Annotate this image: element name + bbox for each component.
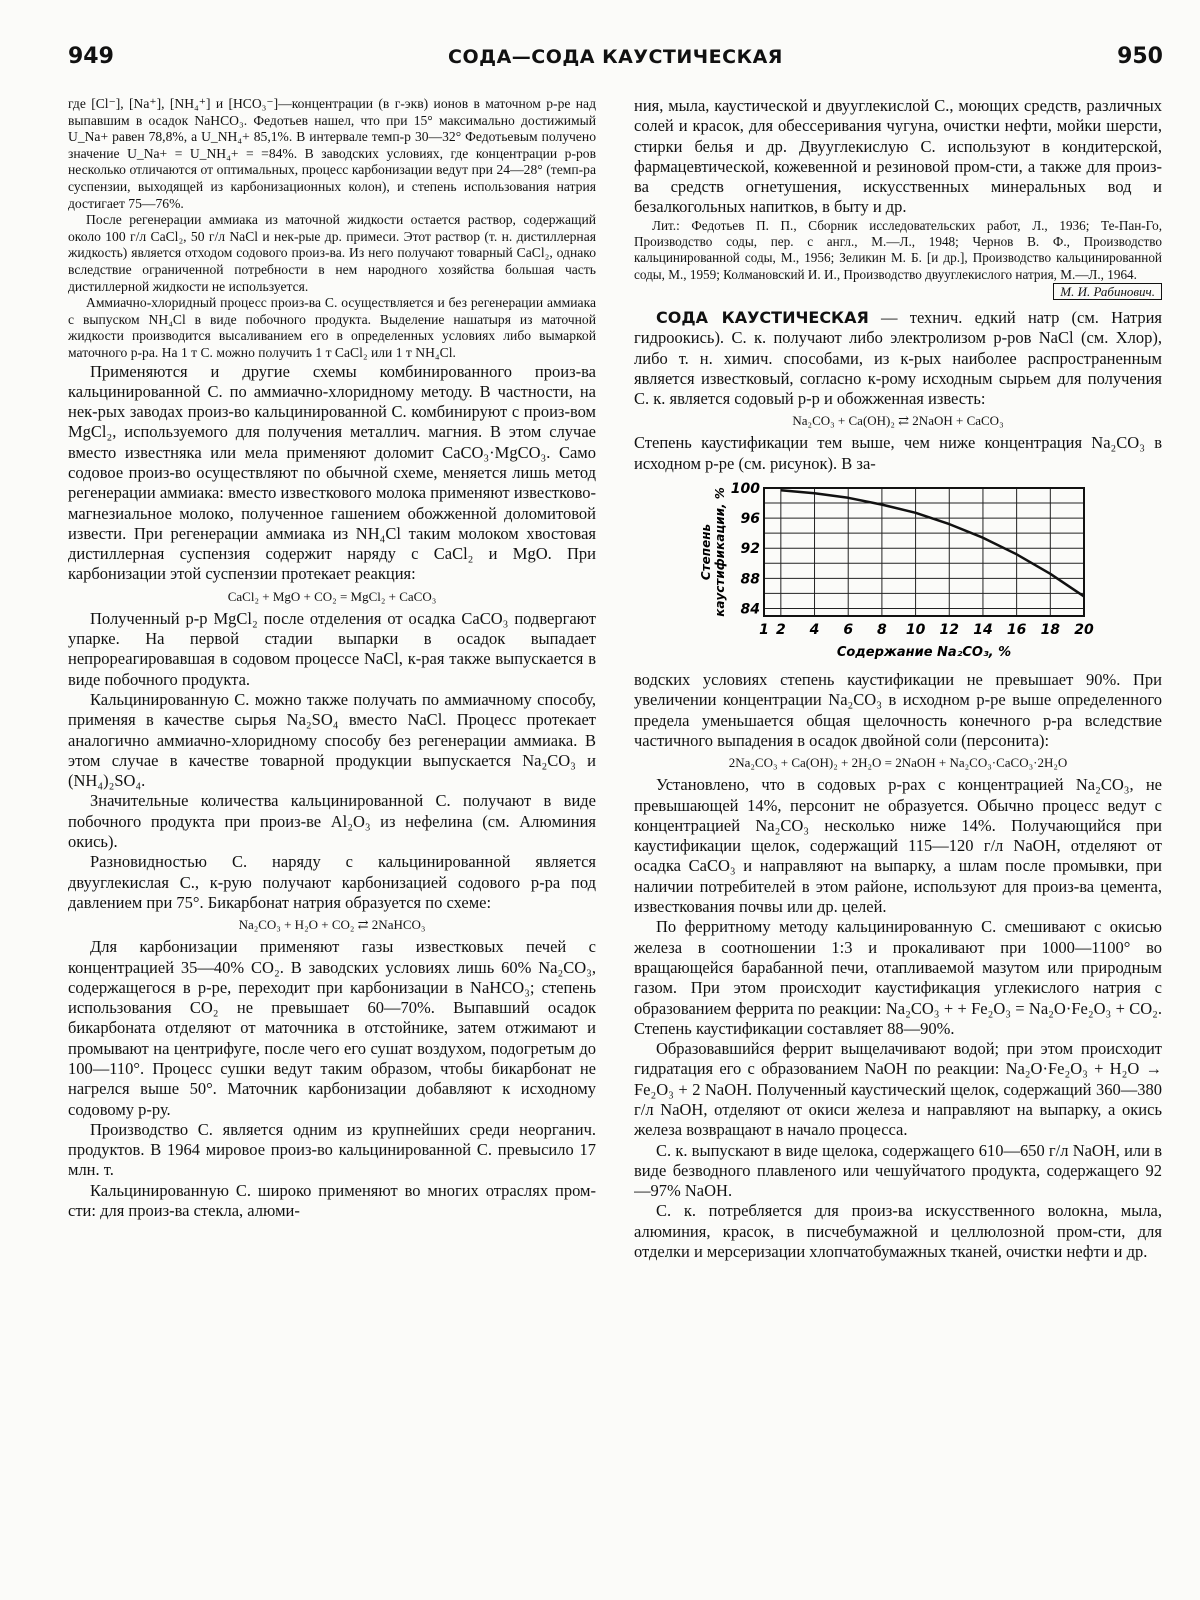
running-title: СОДА—СОДА КАУСТИЧЕСКАЯ [448,46,783,68]
paragraph: Кальцинированную С. широко применяют во многих отраслях пром-сти: для произ-ва стекла, алюми- [68,1180,596,1221]
paragraph: Степень каустификации тем выше, чем ниже концентрация Na₂CO₃ в исходном р-ре (см. рисунок). В за- [634,433,1162,473]
x-axis-label: Содержание Na₂CO₃, % [836,645,1012,661]
x-tick-label: 6 [843,622,854,639]
paragraph: где [Cl⁻], [Na⁺], [NH₄⁺] и [HCO₃⁻]—концентрации (в г-экв) ионов в маточном р-ре над выпавшим в осадок NaHCO₃. Федотьев нашел, что при 15° максимально достижимый U_Na+ равен 78,8%, а U_NH₄+ 85,1%. В интервале темп-р 30—32° Федотьевым получено значение U_Na+ = U_NH₄+ = =84%. В заводских условиях, где концентрации р-ров несколько отличаются от оптимальных, процесс карбонизации ведут при 24—28° (темп-ра суспензии, выходящей из карбонизационных колон), и степень использования натрия достигает 75—76%. [68,96,596,211]
paragraph: Применяются и другие схемы комбинированного произ-ва кальцинированной С. по аммиачно-хлоридному методу. В частности, на нек-рых заводах произ-во кальцинированной С. комбинируют с произ-вом MgCl₂, используемого для получения металлич. магния. В этом случае вместо известняка или мела применяют доломит CaCO₃·MgCO₃. Само содовое произ-во осуществляют по обычной схеме, меняется лишь метод регенерации аммиака: вместо известкового молока применяют известково-магнезиальное молоко, полученное гашением обожженной доломитовой извести. При регенерации аммиака из NH₄Cl таким молоком хвостовая дистиллерная суспензия содержит наряду с CaCl₂ и MgO. При карбонизации этой суспензии протекает реакция: [68,361,596,584]
paragraph: После регенерации аммиака из маточной жидкости остается раствор, содержащий около 100 г/л CaCl₂, 50 г/л NaCl и нек-рые др. примеси. Этот раствор (т. н. дистиллерная жидкость) является отходом содового произ-ва. Из него получают товарный CaCl₂, однако вследствие ограниченной потребности в нем народного хозяйства большая часть дистиллерной жидкости не используется. [68,212,596,294]
paragraph: Производство С. является одним из крупнейших среди неорганич. продуктов. В 1964 мировое произ-во кальцинированной С. превысило 17 млн. т. [68,1119,596,1180]
page-number-right: 950 [1117,44,1163,69]
y-axis-label-line: каустификации, % [713,487,727,617]
y-tick-label: 100 [730,481,760,498]
paragraph: По ферритному методу кальцинированную С. смешивают с окисью железа в соотношении 1:3 и прокаливают при 1000—1100° во вращающейся барабанной печи, отапливаемой мазутом или природным газом. При этом происходит каустификация углекислого натрия с образованием феррита по реакции: Na₂CO₃ + + Fe₂O₃ = Na₂O·Fe₂O₃ + CO₂. Степень каустификации составляет 88—90%. [634,917,1162,1038]
paragraph: Значительные количества кальцинированной С. получают в виде побочного продукта при произ-ве Al₂O₃ из нефелина (см. Алюминия окись). [68,791,596,852]
column-left [68,96,596,1586]
plot-frame [764,488,1084,616]
x-tick-label: 18 [1040,622,1061,639]
article-term: СОДА КАУСТИЧЕСКАЯ [656,307,869,327]
paragraph: водских условиях степень каустификации не превышает 90%. При увеличении концентрации Na₂CO₃ в исходном р-ре выше определенного предела уменьшается общая щелочность конечного р-ра вследствие частичного выпадения в осадок двойной соли (персонита): [634,670,1162,750]
paragraph: ния, мыла, каустической и двууглекислой С., моющих средств, различных солей и красок, для обессеривания чугуна, очистки нефти, мойки шерсти, стирки белья и др. Двууглекислую С. используют в кондитерской, фармацевтической, кожевенной и резиновой пром-сти, а также для произ-ва средств огнетушения, искусственных минеральных вод и безалкогольных напитков, в быту и др. [634,96,1162,217]
x-tick-label: 2 [775,622,786,639]
author-signature: М. И. Рабинович. [1053,283,1162,300]
column-right [634,96,1162,1586]
author-signature-box [634,284,1162,300]
paragraph: Установлено, что в содовых р-рах с концентрацией Na₂CO₃, не превышающей 14%, персонит не образуется. Обычно процесс ведут с концентрацией Na₂CO₃ несколько ниже 14%. Получающийся при каустификации щелок, содержащий 115—120 г/л NaOH, отделяют от осадка CaCO₃ и направляют на выпарку, а шлам после промывки, при наличии потребителей в этом районе, используют для произ-ва цемента, известкования почвы или др. целей. [634,775,1162,917]
x-tick-label: 16 [1006,622,1027,639]
y-axis-label [699,487,727,617]
article-heading [634,308,1162,409]
y-axis-label-line: Степень [699,523,713,581]
x-tick-label: 14 [973,622,993,639]
x-tick-label: 12 [939,622,960,639]
page-number-left: 949 [68,44,114,69]
paragraph: С. к. потребляется для произ-ва искусственного волокна, мыла, алюминия, красок, в писчебумажной и целлюлозной пром-сти, для отделки и мерсеризации хлопчатобумажных тканей, очистки нефти и др. [634,1201,1162,1262]
x-tick-label: 10 [905,622,926,639]
x-tick-label: 1 [759,622,769,639]
causticization-chart [684,480,1104,664]
paragraph: Разновидностью С. наряду с кальцинированной является двууглекислая С., к-рую получают карбонизацией содового р-ра под давлением при 75°. Бикарбонат натрия образуется по схеме: [68,852,596,912]
formula: Na₂CO₃ + Ca(OH)₂ ⇄ 2NaOH + CaCO₃ [792,413,1004,429]
literature-list: Лит.: Федотьев П. П., Сборник исследовательских работ, Л., 1936; Те-Пан-Го, Производство соды, пер. с англ., М.—Л., 1948; Чернов В. Ф., Производство кальцинированной соды, М., 1956; Зеликин М. Б. [и др.], Производство кальцинированной соды, М., 1959; Колмановский И. И., Производство двууглекислого натрия, М.—Л., 1964. [634,217,1162,282]
y-tick-label: 96 [740,511,760,528]
paragraph: Полученный р-р MgCl₂ после отделения от осадка CaCO₃ подвергают упарке. На первой стадии выпарки в осадок выпадает непрореагировавшая в содовом процессе NaCl, к-рая также выпускается в виде побочного продукта. [68,608,596,689]
formula: CaCl₂ + MgO + CO₂ = MgCl₂ + CaCO₃ [227,588,437,604]
chart-svg [684,480,1104,664]
y-tick-label: 92 [740,541,760,558]
x-tick-label: 20 [1074,622,1094,639]
paragraph: Аммиачно-хлоридный процесс произ-ва С. осуществляется и без регенерации аммиака с выпуском NH₄Cl в виде побочного продукта. Выделение нашатыря из маточной жидкости производится высаливанием его в определенных условиях либо вымаркой маточного р-ра. На 1 т С. можно получить 1 т CaCl₂ или 1 т NH₄Cl. [68,295,596,360]
paragraph: Для карбонизации применяют газы известковых печей с концентрацией 35—40% CO₂. В заводских условиях лишь 60% Na₂CO₃, содержащегося в р-ре, переходит при карбонизации в NaHCO₃; степень использования CO₂ не превышает 60—70%. Выпавший осадок бикарбоната отделяют от маточника в отстойнике, затем отжимают и промывают на центрифуге, после чего его сушат воздухом, подогретым до 100—110°. Процесс сушки ведут таким образом, чтобы бикарбонат не нагрелся выше 50°. Маточник карбонизации добавляют к исходному содовому р-ру. [68,937,596,1119]
paragraph: С. к. выпускают в виде щелока, содержащего 610—650 г/л NaOH, или в виде безводного плавленого или чешуйчатого продукта, содержащего 92—97% NaOH. [634,1140,1162,1201]
x-tick-label: 8 [877,622,887,639]
causticization-curve [781,490,1084,596]
page-header [68,44,1163,84]
formula: Na₂CO₃ + H₂O + CO₂ ⇄ 2NaHCO₃ [238,917,426,933]
article-intro: — технич. едкий натр (см. Натрия гидроокись). С. к. получают либо электролизом р-ров NaCl (см. Хлор), либо т. н. химич. способами, из к-рых наиболее распространенным является известковый, согласно к-рому исходным сырьем для получения С. к. является содовый р-р и обожженная известь: [634,307,1162,409]
paragraph: Кальцинированную С. можно также получать по аммиачному способу, применяя в качестве сырья Na₂SO₄ вместо NaCl. Процесс протекает аналогично аммиачно-хлоридному способу без регенерации аммиака. В этом случае в качестве товарной продукции выпускается Na₂CO₃ и (NH₄)₂SO₄. [68,689,596,791]
formula: 2Na₂CO₃ + Ca(OH)₂ + 2H₂O = 2NaOH + Na₂CO₃·CaCO₃·2H₂O [728,755,1068,771]
y-tick-label: 88 [740,571,760,588]
x-tick-label: 4 [809,622,820,639]
y-tick-label: 84 [740,601,760,618]
paragraph: Образовавшийся феррит выщелачивают водой; при этом происходит гидратация его с образованием NaOH по реакции: Na₂O·Fe₂O₃ + H₂O → Fe₂O₃ + 2 NaOH. Полученный каустический щелок, содержащий 360—380 г/л NaOH, отделяют от окиси железа и направляют на выпарку, а окись железа возвращают в начало процесса. [634,1039,1162,1140]
